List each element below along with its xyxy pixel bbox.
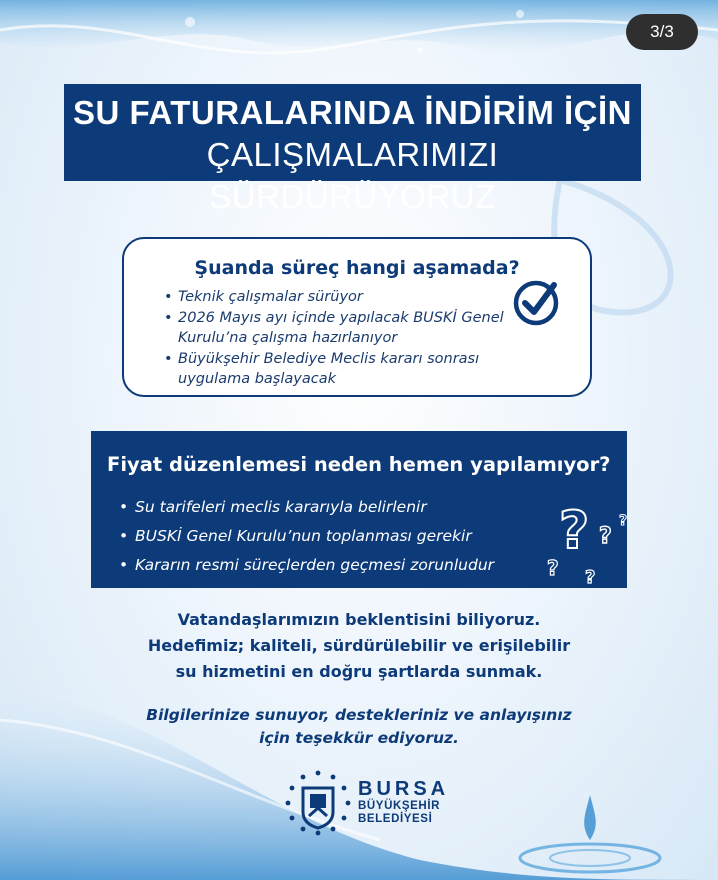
thanks-text	[0, 704, 718, 750]
logo-name: BURSA	[358, 778, 450, 800]
title-line-1: SU FATURALARINDA İNDİRİM İÇİN	[73, 94, 632, 131]
status-heading: Şuanda süreç hangi aşamada?	[194, 257, 520, 279]
svg-text:?: ?	[619, 513, 627, 529]
list-item: • Büyükşehir Belediye Meclis kararı sonrası uygulama başlayacak	[164, 349, 524, 390]
logo-text	[358, 778, 449, 826]
message-line-2: Hedefimiz; kaliteli, sürdürülebilir ve erişilebilir	[147, 636, 571, 655]
title-line-2: ÇALIŞMALARIMIZI SÜRDÜRÜYORUZ	[206, 136, 499, 215]
list-item: • BUSKİ Genel Kurulu’nun toplanması gerekir	[119, 522, 494, 551]
svg-text:?: ?	[547, 556, 559, 580]
title-banner	[64, 84, 641, 215]
logo-sub-2: BELEDİYESİ	[358, 813, 433, 825]
thanks-line-2: için teşekkür ediyoruz.	[259, 729, 459, 747]
page-counter: 3/3	[626, 14, 698, 50]
why-list	[119, 493, 494, 580]
message-line-1: Vatandaşlarımızın beklentisini biliyoruz.	[177, 610, 541, 629]
status-list	[164, 287, 524, 390]
svg-text:?: ?	[599, 524, 612, 549]
list-item: • Teknik çalışmalar sürüyor	[164, 287, 524, 308]
message-line-3: su hizmetini en doğru şartlarda sunmak.	[175, 662, 543, 681]
why-box	[91, 431, 627, 588]
thanks-line-1: Bilgilerinize sunuyor, destekleriniz ve anlayışınız	[146, 706, 572, 724]
list-item: • 2026 Mayıs ayı içinde yapılacak BUSKİ Genel Kurulu’na çalışma hazırlanıyor	[164, 308, 524, 349]
question-marks-icon	[537, 493, 627, 588]
logo-sub-1: BÜYÜKŞEHİR	[358, 800, 441, 812]
status-card	[122, 237, 592, 397]
list-item: • Su tarifeleri meclis kararıyla belirlenir	[119, 493, 494, 522]
svg-text:?: ?	[585, 567, 596, 588]
check-circle-icon	[512, 277, 562, 327]
bursa-logo	[283, 768, 453, 838]
message-text	[0, 607, 718, 685]
why-heading: Fiyat düzenlemesi neden hemen yapılamıyor?	[107, 453, 611, 476]
svg-text:?: ?	[559, 501, 590, 561]
list-item: • Kararın resmi süreçlerden geçmesi zorunludur	[119, 551, 494, 580]
bursa-emblem-icon	[283, 768, 353, 838]
